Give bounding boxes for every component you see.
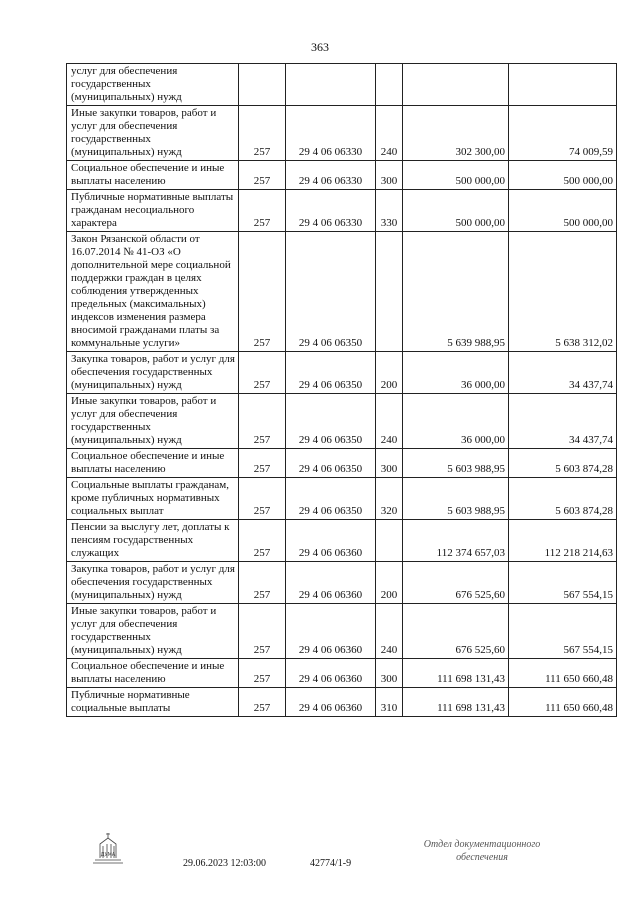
row-code: 257: [239, 190, 286, 232]
row-code: 257: [239, 478, 286, 520]
row-code: 257: [239, 394, 286, 449]
stamp-line-1: Отдел документационного: [423, 839, 541, 850]
row-name: услуг для обеспечения государственных (муниципальных) нужд: [67, 64, 239, 106]
row-vr: [376, 232, 403, 352]
row-plan: 500 000,00: [403, 190, 509, 232]
row-code: 257: [239, 449, 286, 478]
row-plan: 111 698 131,43: [403, 659, 509, 688]
row-plan: 111 698 131,43: [403, 688, 509, 717]
row-csr: 29 4 06 06360: [286, 520, 376, 562]
row-csr: 29 4 06 06350: [286, 394, 376, 449]
row-vr: [376, 64, 403, 106]
row-fact: 567 554,15: [509, 562, 617, 604]
row-name: Пенсии за выслугу лет, доплаты к пенсиям государственных служащих: [67, 520, 239, 562]
row-csr: 29 4 06 06350: [286, 449, 376, 478]
row-fact: 74 009,59: [509, 106, 617, 161]
row-csr: 29 4 06 06350: [286, 352, 376, 394]
row-name: Социальные выплаты гражданам, кроме публичных нормативных социальных выплат: [67, 478, 239, 520]
row-name: Публичные нормативные социальные выплаты: [67, 688, 239, 717]
page-number: 363: [311, 40, 329, 54]
table-body: [67, 64, 617, 717]
department-stamp: [402, 838, 562, 864]
table-row: [67, 520, 617, 562]
row-csr: 29 4 06 06350: [286, 232, 376, 352]
row-name: Публичные нормативные выплаты гражданам несоциального характера: [67, 190, 239, 232]
row-code: 257: [239, 520, 286, 562]
row-csr: 29 4 06 06350: [286, 478, 376, 520]
row-code: 257: [239, 688, 286, 717]
row-vr: 300: [376, 449, 403, 478]
table-row: [67, 64, 617, 106]
row-name: Иные закупки товаров, работ и услуг для обеспечения государственных (муниципальных) нужд: [67, 106, 239, 161]
row-plan: 36 000,00: [403, 352, 509, 394]
row-code: 257: [239, 659, 286, 688]
row-vr: 310: [376, 688, 403, 717]
table-row: [67, 562, 617, 604]
table-row: [67, 106, 617, 161]
row-plan: [403, 64, 509, 106]
table-row: [67, 449, 617, 478]
row-code: 257: [239, 352, 286, 394]
table-row: [67, 604, 617, 659]
row-fact: 34 437,74: [509, 394, 617, 449]
row-csr: 29 4 06 06330: [286, 161, 376, 190]
row-vr: 240: [376, 394, 403, 449]
row-fact: 500 000,00: [509, 190, 617, 232]
row-fact: 5 603 874,28: [509, 449, 617, 478]
table-row: [67, 232, 617, 352]
row-vr: [376, 520, 403, 562]
budget-table: [66, 63, 617, 717]
row-fact: 111 650 660,48: [509, 688, 617, 717]
row-vr: 200: [376, 562, 403, 604]
row-csr: 29 4 06 06330: [286, 190, 376, 232]
table-row: [67, 352, 617, 394]
row-csr: [286, 64, 376, 106]
row-code: 257: [239, 106, 286, 161]
row-csr: 29 4 06 06360: [286, 659, 376, 688]
row-plan: 36 000,00: [403, 394, 509, 449]
row-vr: 240: [376, 604, 403, 659]
row-name: Социальное обеспечение и иные выплаты населению: [67, 161, 239, 190]
row-code: 257: [239, 161, 286, 190]
row-code: 257: [239, 562, 286, 604]
emblem-logo: [90, 830, 126, 866]
table-row: [67, 688, 617, 717]
table-row: [67, 478, 617, 520]
row-name: Социальное обеспечение и иные выплаты населению: [67, 449, 239, 478]
row-fact: 5 603 874,28: [509, 478, 617, 520]
row-vr: 300: [376, 161, 403, 190]
row-plan: 5 603 988,95: [403, 478, 509, 520]
row-fact: 112 218 214,63: [509, 520, 617, 562]
row-fact: 111 650 660,48: [509, 659, 617, 688]
stamp-line-2: обеспечения: [456, 852, 508, 863]
row-fact: [509, 64, 617, 106]
row-fact: 5 638 312,02: [509, 232, 617, 352]
row-code: 257: [239, 604, 286, 659]
row-plan: 676 525,60: [403, 604, 509, 659]
footer-doc-number: 42774/1-9: [310, 858, 352, 869]
row-code: [239, 64, 286, 106]
row-vr: 330: [376, 190, 403, 232]
row-csr: 29 4 06 06330: [286, 106, 376, 161]
table-row: [67, 190, 617, 232]
row-plan: 500 000,00: [403, 161, 509, 190]
row-name: Закупка товаров, работ и услуг для обеспечения государственных (муниципальных) нужд: [67, 352, 239, 394]
row-vr: 240: [376, 106, 403, 161]
row-code: 257: [239, 232, 286, 352]
row-name: Закупка товаров, работ и услуг для обеспечения государственных (муниципальных) нужд: [67, 562, 239, 604]
logo-text: ДУМА: [100, 852, 116, 858]
row-fact: 500 000,00: [509, 161, 617, 190]
row-name: Социальное обеспечение и иные выплаты населению: [67, 659, 239, 688]
row-plan: 112 374 657,03: [403, 520, 509, 562]
row-name: Закон Рязанской области от 16.07.2014 № 41-ОЗ «О дополнительной мере социальной поддержки граждан в целях соблюдения утвержденных предельных (максимальных) индексов изменения размера вносимой гражданами платы за коммунальные услуги»: [67, 232, 239, 352]
row-vr: 320: [376, 478, 403, 520]
footer-date: 29.06.2023 12:03:00: [183, 858, 267, 869]
row-csr: 29 4 06 06360: [286, 688, 376, 717]
row-vr: 300: [376, 659, 403, 688]
row-plan: 302 300,00: [403, 106, 509, 161]
row-vr: 200: [376, 352, 403, 394]
row-fact: 34 437,74: [509, 352, 617, 394]
row-name: Иные закупки товаров, работ и услуг для обеспечения государственных (муниципальных) нужд: [67, 394, 239, 449]
row-name: Иные закупки товаров, работ и услуг для обеспечения государственных (муниципальных) нужд: [67, 604, 239, 659]
row-plan: 676 525,60: [403, 562, 509, 604]
table-row: [67, 659, 617, 688]
table-row: [67, 394, 617, 449]
row-plan: 5 603 988,95: [403, 449, 509, 478]
table-row: [67, 161, 617, 190]
row-fact: 567 554,15: [509, 604, 617, 659]
row-plan: 5 639 988,95: [403, 232, 509, 352]
row-csr: 29 4 06 06360: [286, 562, 376, 604]
row-csr: 29 4 06 06360: [286, 604, 376, 659]
